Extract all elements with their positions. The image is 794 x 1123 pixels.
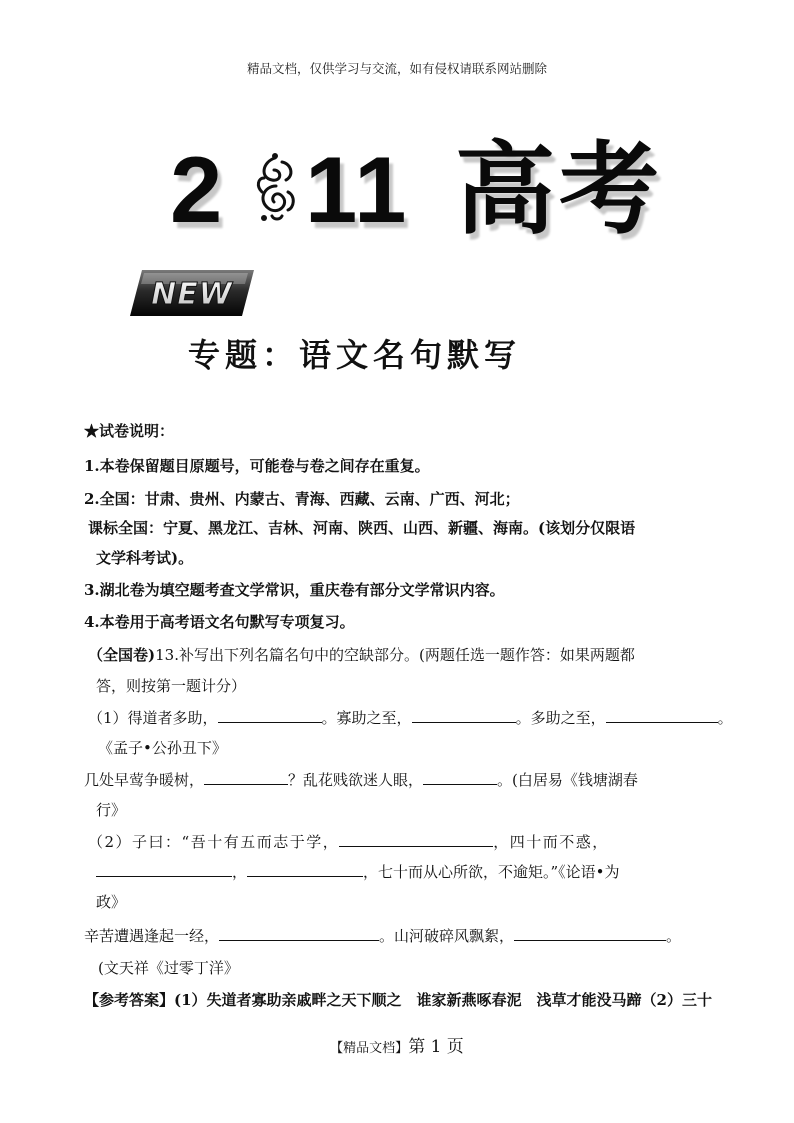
badge-text: NEW [151,277,233,312]
page-footer [0,1032,794,1057]
blank-field[interactable] [219,926,379,941]
blank-field[interactable] [423,770,497,785]
question-2c-line [84,926,681,946]
intro-item-2: 2.全国：甘肃、贵州、内蒙古、青海、西藏、云南、广西、河北； [84,490,520,508]
answer-line [84,990,712,1010]
blank-field[interactable] [514,926,666,941]
blank-field[interactable] [96,862,232,877]
header-note: 精品文档，仅供学习与交流，如有侵权请联系网站删除 [246,61,547,76]
question-1-source: 《孟子•公孙丑下》 [98,739,227,757]
q1b-text-3: 。(白居易《钱塘湖春 [497,771,638,789]
q1b-text-2: ？乱花贱欲迷人眼， [288,771,424,789]
intro-item-5: 4.本卷用于高考语文名句默写专项复习。 [84,613,355,631]
q2c-text-3: 。 [666,927,682,945]
question-stem [88,645,635,665]
title-gaokao: 高考 [455,131,663,248]
q1-text-2: 。寡助之至， [321,709,412,727]
q1-text-3: 。多助之至， [515,709,606,727]
q2c-text-1: 辛苦遭遇逢起一经， [84,927,220,945]
question-2b-line [96,862,620,882]
q2c-text-2: 。山河破碎风飘絮， [379,927,515,945]
blank-field[interactable] [606,708,718,723]
question-stem-b: 答，则按第一题计分） [96,677,247,695]
swirl-ornament-icon [252,152,298,224]
q2-text-2: ，四十而不惑， [493,833,609,851]
title-digit-2: 2 [170,137,223,242]
title-digits-11: 11 [305,137,409,242]
blank-field[interactable] [218,708,322,723]
intro-item-3a: 课标全国：宁夏、黑龙江、吉林、河南、陕西、山西、新疆、海南。(该划分仅限语 [88,519,636,537]
q1b-text-1: 几处早莺争暖树， [84,771,205,789]
question-source: （全国卷) [88,646,156,664]
question-1b-line [84,770,638,790]
q2b-text-2: ，七十而从心所欲，不逾矩。”《论语•为 [363,863,620,881]
question-stem-a: 13.补写出下列名篇名句中的空缺部分。(两题任选一题作答：如果两题都 [155,646,635,664]
intro-item-1: 1.本卷保留题目原题号，可能卷与卷之间存在重复。 [84,457,430,475]
answer-label: 【参考答案】 [84,991,175,1009]
question-2-source: 政》 [96,893,127,911]
question-2-line [88,832,609,852]
subtitle: 专题：语文名句默写 [188,336,522,374]
new-badge [128,268,256,318]
footer-label: 【精品文档】 [330,1041,409,1056]
blank-field[interactable] [247,862,363,877]
intro-item-4: 3.湖北卷为填空题考查文学常识，重庆卷有部分文学常识内容。 [84,581,505,599]
q2b-text-1: ， [232,863,248,881]
blank-field[interactable] [204,770,288,785]
intro-heading: ★试卷说明： [84,422,175,440]
question-1b-source: 行》 [96,801,127,819]
q1-text-4: 。 [717,709,733,727]
blank-field[interactable] [412,708,516,723]
intro-item-3b: 文学科考试)。 [96,549,194,567]
blank-field[interactable] [339,832,493,847]
question-1-line [88,708,733,728]
q1-text-1: （1）得道者多助， [88,709,218,727]
question-2c-source: (文天祥《过零丁洋》 [98,959,239,977]
q2-text-1: （2）子曰：“吾十有五而志于学， [88,833,340,851]
answer-text: (1）失道者寡助亲戚畔之天下顺之 谁家新燕啄春泥 浅草才能没马蹄（2）三十 [174,991,712,1009]
footer-page-number: 第 1 页 [408,1037,464,1057]
